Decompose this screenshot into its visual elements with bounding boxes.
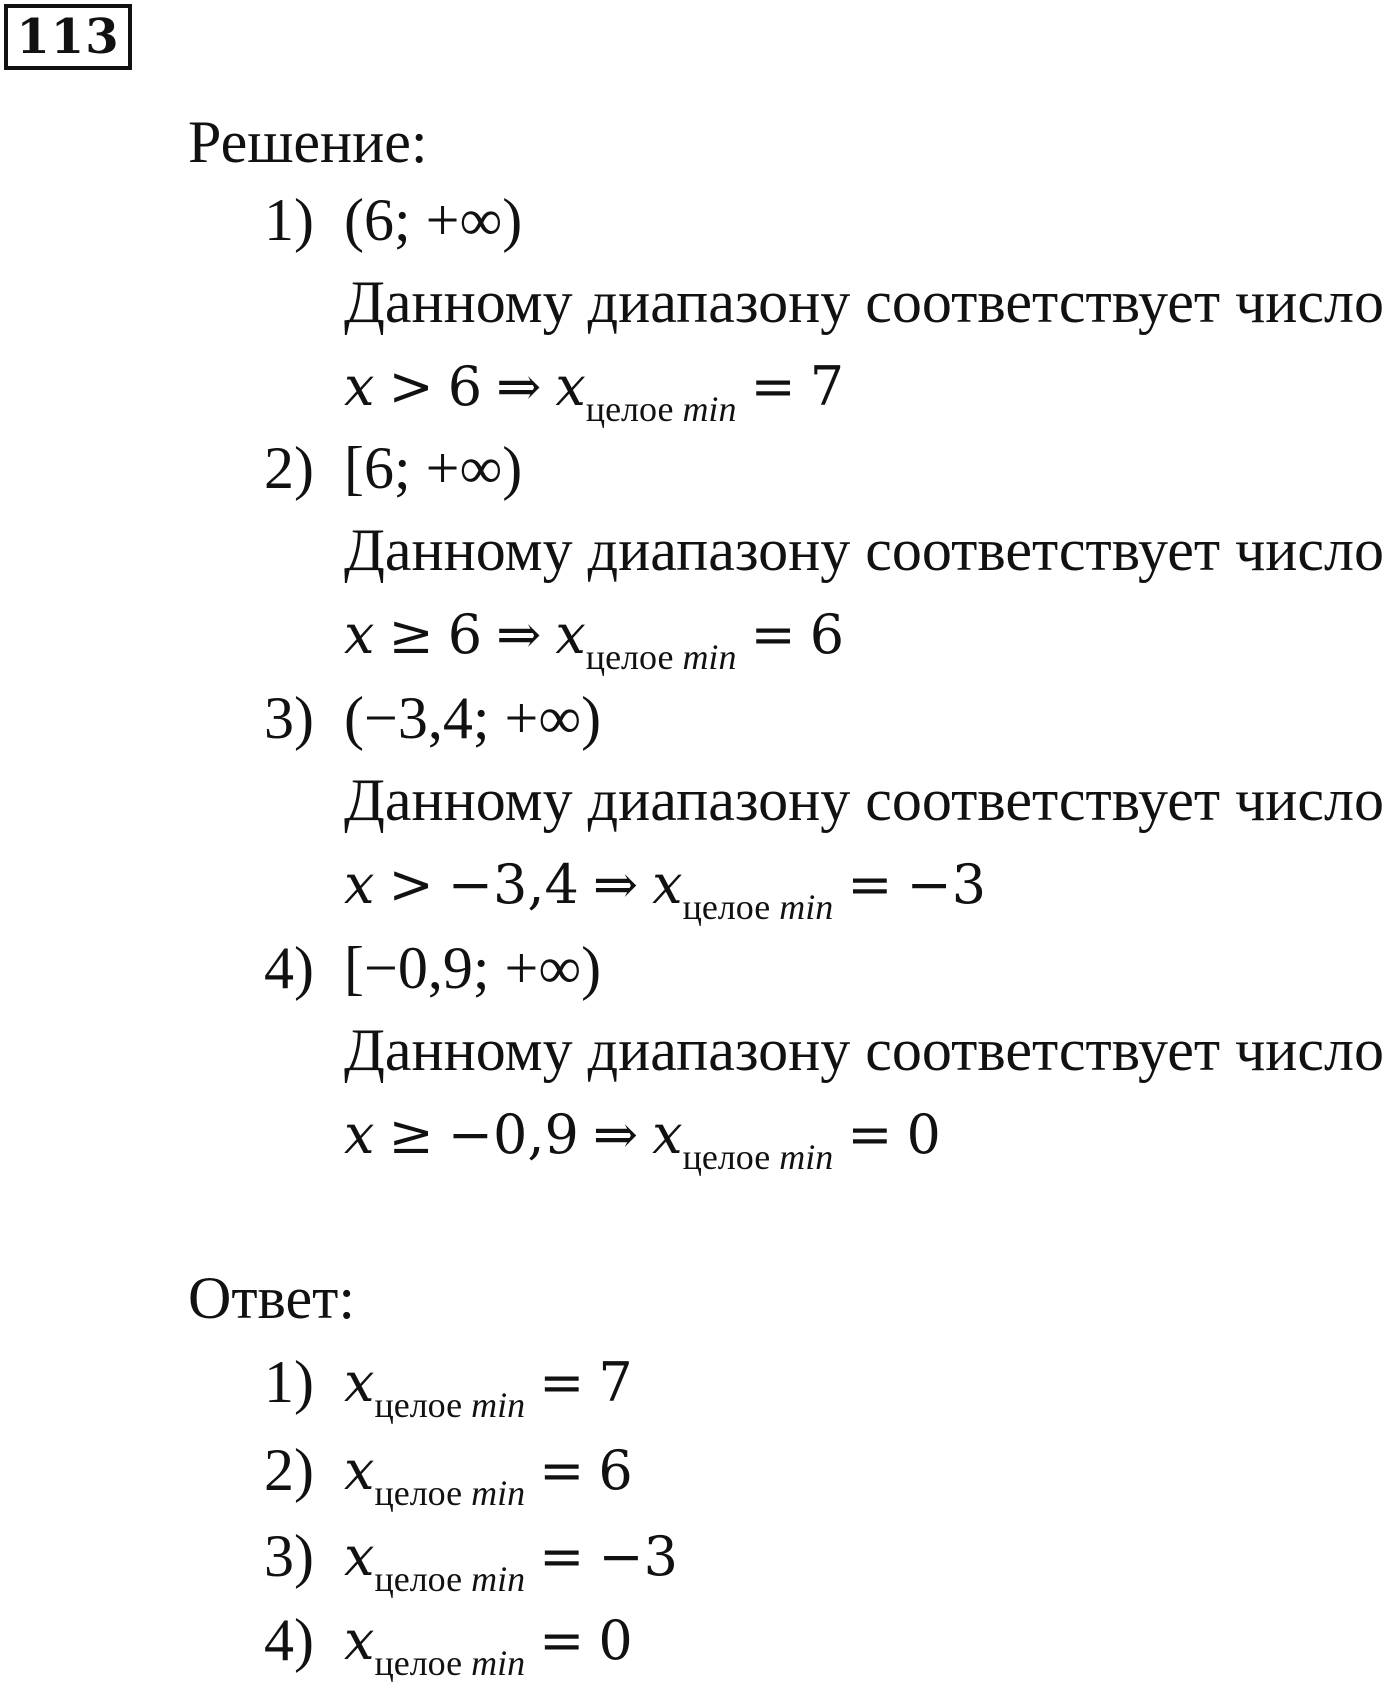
item-number: 3)	[264, 685, 314, 751]
answer-heading: Ответ:	[188, 1265, 356, 1331]
item-interval: [6; +∞)	[344, 435, 523, 501]
item-inequality: x ≥ −0,9 ⇒ $x_{целое min} = 0$	[344, 1103, 941, 1177]
item-number: 4)	[264, 935, 314, 1001]
item-phrase: Данному диапазону соответствует число	[344, 1017, 1384, 1083]
item-inequality: x > −3,4 ⇒ $x_{целое min} = -3$	[344, 853, 987, 927]
item-number: 2)	[264, 435, 314, 501]
item-phrase: Данному диапазону соответствует число	[344, 767, 1384, 833]
answer-number: 4)	[264, 1607, 314, 1673]
answer-number: 3)	[264, 1523, 314, 1589]
item-interval: (6; +∞)	[344, 187, 523, 253]
answer-equation: $x_{целое min} = 6$	[344, 1439, 633, 1513]
answer-equation: $x_{целое min} = 7$	[344, 1351, 633, 1425]
solution-heading: Решение:	[188, 109, 428, 175]
answer-equation: $x_{целое min} = 0$	[344, 1609, 633, 1683]
item-phrase: Данному диапазону соответствует число	[344, 269, 1384, 335]
item-interval: (−3,4; +∞)	[344, 685, 602, 751]
item-interval: [−0,9; +∞)	[344, 935, 602, 1001]
answer-equation: $x_{целое min} = -3$	[344, 1525, 678, 1599]
answer-number: 1)	[264, 1349, 314, 1415]
item-inequality: x > 6 ⇒ $x_{целое min} = 7$	[344, 355, 845, 429]
item-phrase: Данному диапазону соответствует число	[344, 517, 1384, 583]
item-inequality: x ≥ 6 ⇒ $x_{целое min} = 6$	[344, 603, 845, 677]
problem-number-badge: 113	[4, 4, 132, 70]
answer-number: 2)	[264, 1437, 314, 1503]
item-number: 1)	[264, 187, 314, 253]
